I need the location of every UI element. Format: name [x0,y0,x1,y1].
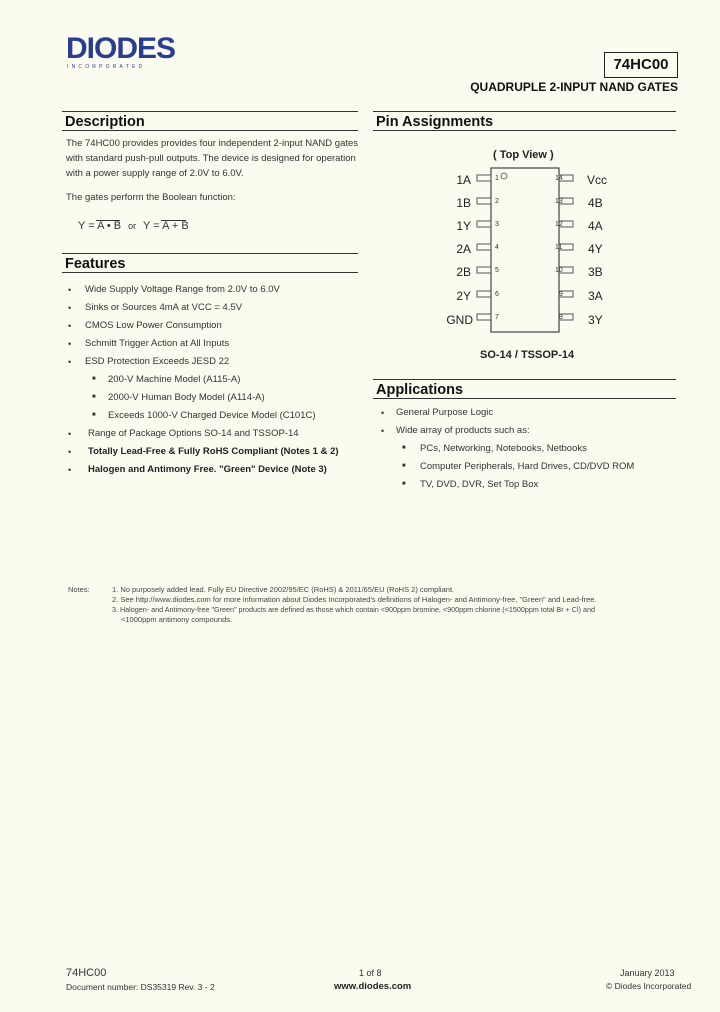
pin-number: 13 [555,198,563,205]
application-sub-item: PCs, Networking, Notebooks, Netbooks [420,443,587,454]
document-subtitle: QUADRUPLE 2-INPUT NAND GATES [470,80,678,94]
note-2: 2. See http://www.diodes.com for more information about Diodes Incorporated's definitions of Halogen- and Antimony-free, "Green" and Lead-free. [112,595,597,604]
diodes-logo: DIODES [66,32,176,65]
application-sub-item: TV, DVD, DVR, Set Top Box [420,479,539,490]
feature-item-bold: Totally Lead-Free & Fully RoHS Compliant (Notes 1 & 2) [88,446,339,457]
pin-number: 8 [559,314,563,321]
formula-right: Y = A + B [143,220,189,232]
footer-part-number: 74HC00 [66,967,107,979]
pin-number: 4 [495,244,499,251]
pin-label: GND [446,313,473,327]
pin-number: 14 [555,175,563,182]
note-3-cont: <1000ppm antimony compounds. [121,615,233,624]
pin-number: 6 [495,291,499,298]
note-3: 3. Halogen- and Antimony-free "Green" products are defined as those which contain <900ppm bromine, <900ppm chlorine (<1500ppm total Br + Cl) and [112,605,595,614]
pin-number: 10 [555,267,563,274]
top-view-label: ( Top View ) [493,149,554,161]
pin-number: 2 [495,198,499,205]
part-number-box: 74HC00 [604,52,678,78]
applications-heading: Applications [373,379,676,399]
description-heading: Description [62,111,358,131]
feature-item: Sinks or Sources 4mA at VCC = 4.5V [85,302,243,313]
features-heading: Features [62,253,358,273]
pin-number: 12 [555,221,563,228]
feature-item: Schmitt Trigger Action at All Inputs [85,338,230,349]
pin-number: 7 [495,314,499,321]
feature-sub-item: 200-V Machine Model (A115-A) [108,374,241,385]
pin-label: 1A [456,173,471,187]
pin-label: 4Y [588,242,603,256]
footer-page: 1 of 8 [359,968,382,978]
application-item: General Purpose Logic [396,407,494,418]
footer-doc-number: Document number: DS35319 Rev. 3 - 2 [66,982,215,992]
pin-number: 1 [495,175,499,182]
pin-label: 1Y [456,219,471,233]
feature-sub-item: 2000-V Human Body Model (A114-A) [108,392,265,403]
footer-date: January 2013 [620,968,675,978]
pin-label: 2A [456,242,471,256]
pin-number: 5 [495,267,499,274]
pin-label: 3Y [588,313,603,327]
pin-number: 11 [555,244,563,251]
pin-label: 4B [588,196,603,210]
feature-item: CMOS Low Power Consumption [85,320,222,331]
pin-number: 9 [559,291,563,298]
description-text [66,136,362,181]
overline [161,220,186,221]
feature-item-bold: Halogen and Antimony Free. "Green" Device (Note 3) [88,464,327,475]
boolean-intro: The gates perform the Boolean function: [66,192,236,203]
pin-label: 2B [456,265,471,279]
description-line: with a power supply range of 2.0V to 6.0V. [66,168,244,179]
pin-label: 1B [456,196,471,210]
boolean-formula [78,219,189,234]
feature-item: Wide Supply Voltage Range from 2.0V to 6.0V [85,284,280,295]
ic-package-diagram [476,164,586,336]
pin-label: 3A [588,289,603,303]
note-1: 1. No purposely added lead. Fully EU Directive 2002/95/EC (RoHS) & 2011/65/EU (RoHS 2) compliant. [112,585,455,594]
formula-or: or [128,221,137,231]
formula-left: Y = A • B [78,220,122,232]
pin-label: 3B [588,265,603,279]
footer-copyright: © Diodes Incorporated [606,981,692,991]
logo-subtitle: INCORPORATED [67,64,146,70]
application-sub-item: Computer Peripherals, Hard Drives, CD/DVD ROM [420,461,635,472]
pin-label: 4A [588,219,603,233]
pin-number: 3 [495,221,499,228]
feature-sub-item: Exceeds 1000-V Charged Device Model (C101C) [108,410,316,421]
ic-body [491,168,559,332]
notes-label: Notes: [68,585,90,594]
description-line: with standard push-pull outputs. The device is designed for operation [66,153,356,164]
footer-website-link[interactable]: www.diodes.com [334,981,412,992]
overline [96,220,120,221]
pin-label: 2Y [456,289,471,303]
description-line: The 74HC00 provides provides four independent 2-input NAND gates [66,138,359,149]
application-item: Wide array of products such as: [396,425,530,436]
feature-item: ESD Protection Exceeds JESD 22 [85,356,230,367]
pin-assignments-heading: Pin Assignments [373,111,676,131]
feature-item: Range of Package Options SO-14 and TSSOP-14 [88,428,299,439]
pin1-marker [501,173,507,179]
pin-label: Vcc [587,173,608,187]
package-label: SO-14 / TSSOP-14 [480,349,575,361]
